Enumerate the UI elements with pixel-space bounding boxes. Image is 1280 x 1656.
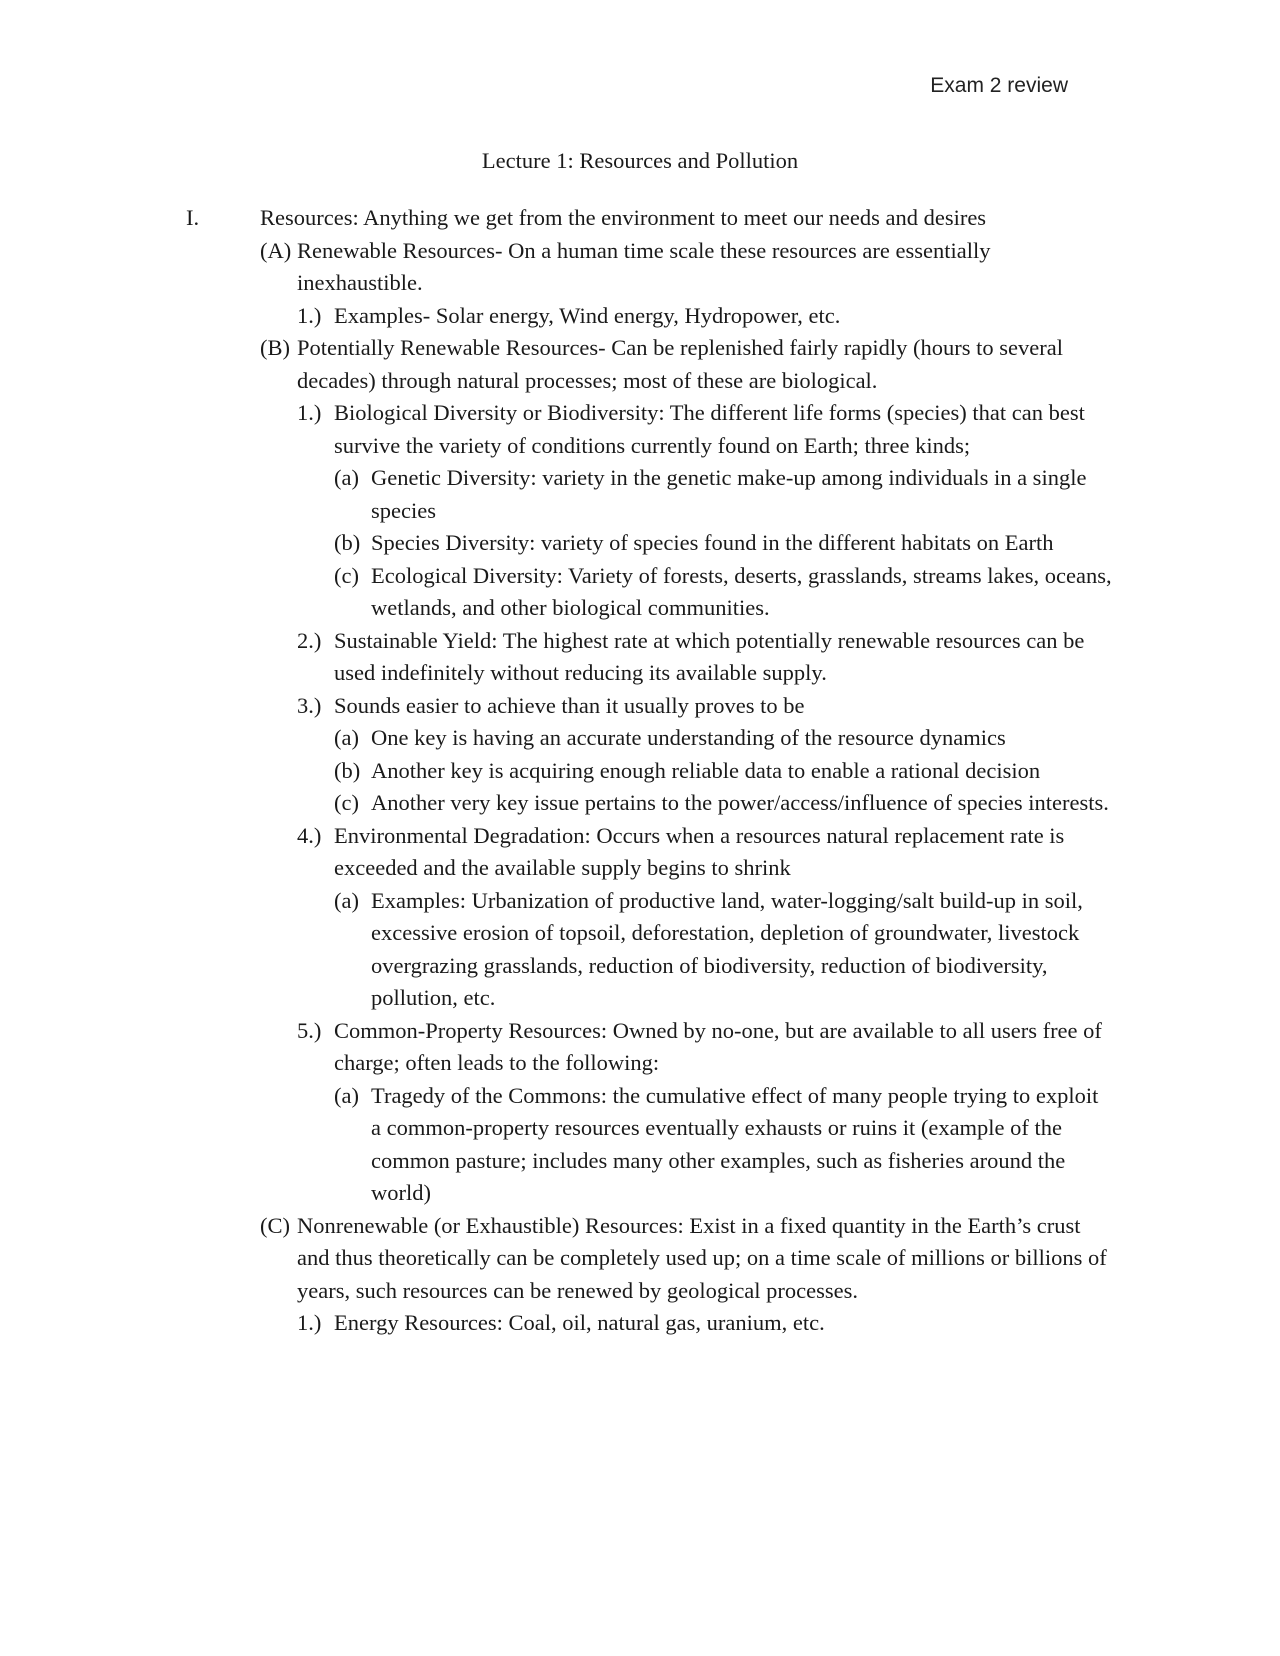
outline-marker: (C)	[260, 1212, 290, 1238]
outline-item	[0, 527, 1113, 560]
outline-text: Tragedy of the Commons: the cumulative effect of many people trying to exploit a common-property resources eventually exhausts or ruins it (example of the common pasture; includes many other examples, such as fisheries around the world)	[371, 1082, 1099, 1205]
outline-item	[0, 1307, 1114, 1340]
outline-marker: (A)	[260, 237, 292, 263]
outline-item	[0, 722, 1113, 755]
outline-item	[0, 397, 1114, 462]
outline-marker: 4.)	[297, 822, 322, 848]
outline-marker: (c)	[334, 562, 359, 588]
outline-item	[0, 332, 1117, 397]
outline-item	[0, 560, 1113, 625]
outline-marker: (b)	[334, 530, 361, 555]
outline-text: Sustainable Yield: The highest rate at which potentially renewable resources can be used indefinitely without reducing its available supply.	[334, 627, 1085, 685]
lecture-title: Lecture 1: Resources and Pollution	[481, 148, 799, 173]
outline-marker: 1.)	[297, 400, 322, 425]
outline-marker: I.	[186, 205, 200, 230]
outline-text: Renewable Resources- On a human time scale these resources are essentially inexhaustible.	[297, 237, 991, 295]
outline-item	[0, 1015, 1114, 1080]
outline-text: Examples: Urbanization of productive land, water-logging/salt build-up in soil, excessive erosion of topsoil, deforestation, depletion of groundwater, livestock overgrazing grasslands, reduction of biodiversity, reduction of biodiversity, pollution, etc.	[371, 887, 1083, 1010]
outline-item	[0, 755, 1113, 788]
outline-text: Biological Diversity or Biodiversity: The different life forms (species) that can best survive the variety of conditions currently found on Earth; three kinds;	[334, 400, 1085, 458]
outline-marker: 5.)	[297, 1017, 322, 1043]
outline-text: Sounds easier to achieve than it usually proves to be	[334, 692, 805, 718]
outline-text: Another very key issue pertains to the power/access/influence of species interests.	[371, 790, 1109, 815]
outline-text: Another key is acquiring enough reliable data to enable a rational decision	[371, 757, 1041, 783]
outline-marker: 2.)	[297, 627, 322, 653]
outline-text: Energy Resources: Coal, oil, natural gas, uranium, etc.	[334, 1310, 825, 1335]
outline-text: One key is having an accurate understanding of the resource dynamics	[371, 725, 1006, 750]
outline-text: Genetic Diversity: variety in the genetic make-up among individuals in a single species	[371, 465, 1087, 523]
outline-marker: (a)	[334, 1082, 359, 1108]
outline-item	[0, 462, 1113, 527]
outline-text: Common-Property Resources: Owned by no-one, but are available to all users free of charge; often leads to the following:	[334, 1017, 1102, 1075]
outline-text: Potentially Renewable Resources- Can be replenished fairly rapidly (hours to several decades) through natural processes; most of these are biological.	[297, 335, 1064, 393]
outline-marker: 3.)	[297, 692, 322, 718]
outline-text: Nonrenewable (or Exhaustible) Resources: Exist in a fixed quantity in the Earth’s crust and thus theoretically can be completely used up; on a time scale of millions or billions of years, such resources can be renewed by geological processes.	[297, 1212, 1107, 1303]
outline-text: Examples- Solar energy, Wind energy, Hydropower, etc.	[334, 302, 841, 328]
outline-item	[0, 1210, 1117, 1308]
outline-marker: 1.)	[297, 302, 322, 328]
outline	[0, 202, 1280, 1340]
outline-item	[0, 1080, 1113, 1210]
outline-marker: (a)	[334, 887, 359, 913]
outline-item	[0, 690, 1114, 723]
outline-item	[0, 787, 1113, 820]
outline-marker: (a)	[334, 465, 359, 490]
outline-item	[0, 625, 1114, 690]
outline-text: Resources: Anything we get from the environment to meet our needs and desires	[260, 205, 987, 230]
outline-marker: (B)	[260, 335, 290, 360]
outline-item	[0, 202, 1120, 235]
outline-item	[0, 820, 1114, 885]
outline-marker: 1.)	[297, 1310, 322, 1335]
outline-item	[0, 885, 1113, 1015]
page-header: Exam 2 review	[930, 74, 1068, 97]
outline-marker: (c)	[334, 790, 359, 815]
outline-text: Species Diversity: variety of species found in the different habitats on Earth	[371, 530, 1054, 555]
outline-item	[0, 235, 1117, 300]
outline-text: Environmental Degradation: Occurs when a resources natural replacement rate is exceeded and the available supply begins to shrink	[334, 822, 1065, 880]
outline-marker: (b)	[334, 757, 361, 783]
outline-text: Ecological Diversity: Variety of forests, deserts, grasslands, streams lakes, oceans, wetlands, and other biological communities.	[371, 562, 1112, 620]
outline-marker: (a)	[334, 725, 359, 750]
outline-item	[0, 300, 1114, 333]
